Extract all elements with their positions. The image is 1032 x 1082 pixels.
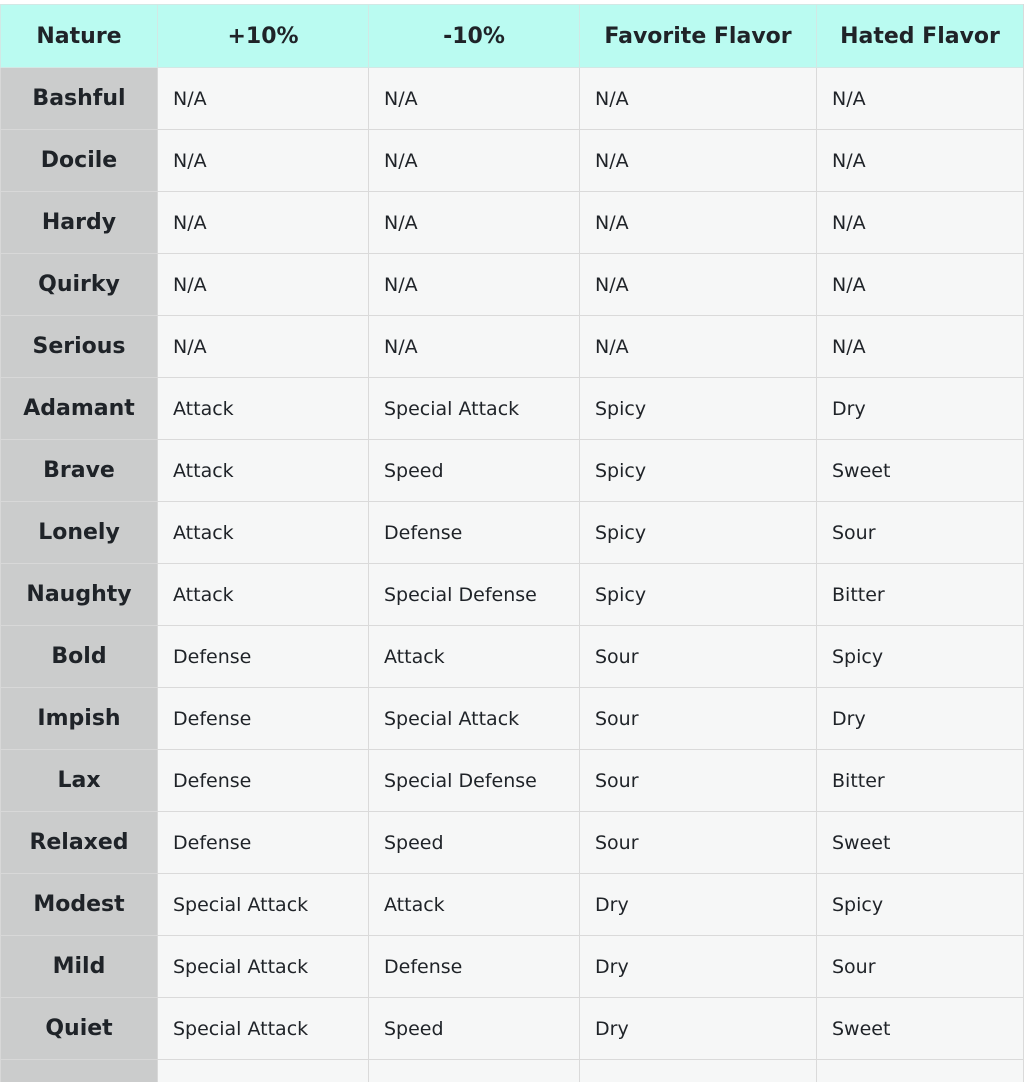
row-nature-cell: Quiet: [1, 998, 158, 1060]
plus-10-cell: Special Attack: [158, 998, 369, 1060]
plus-10-cell: [158, 1060, 369, 1082]
minus-10-cell: N/A: [369, 68, 580, 130]
hated-flavor-cell: N/A: [817, 130, 1024, 192]
table-row: [1, 750, 1024, 812]
hated-flavor-cell: Sweet: [817, 998, 1024, 1060]
table-row: [1, 1060, 1024, 1082]
minus-10-cell: Special Defense: [369, 750, 580, 812]
favorite-flavor-cell: Dry: [580, 998, 817, 1060]
column-header-plus-10: +10%: [158, 5, 369, 68]
favorite-flavor-cell: N/A: [580, 316, 817, 378]
table-row: [1, 130, 1024, 192]
row-nature-cell: Relaxed: [1, 812, 158, 874]
table-header: [1, 5, 1024, 68]
minus-10-cell: Special Defense: [369, 564, 580, 626]
minus-10-cell: Attack: [369, 874, 580, 936]
minus-10-cell: Defense: [369, 502, 580, 564]
row-nature-cell: Mild: [1, 936, 158, 998]
favorite-flavor-cell: Sour: [580, 750, 817, 812]
hated-flavor-cell: N/A: [817, 68, 1024, 130]
plus-10-cell: N/A: [158, 192, 369, 254]
column-header-favorite-flavor: Favorite Flavor: [580, 5, 817, 68]
minus-10-cell: N/A: [369, 316, 580, 378]
row-nature-cell: Naughty: [1, 564, 158, 626]
favorite-flavor-cell: Sour: [580, 626, 817, 688]
favorite-flavor-cell: Spicy: [580, 440, 817, 502]
plus-10-cell: Defense: [158, 812, 369, 874]
minus-10-cell: Defense: [369, 936, 580, 998]
plus-10-cell: N/A: [158, 254, 369, 316]
hated-flavor-cell: N/A: [817, 254, 1024, 316]
hated-flavor-cell: Sour: [817, 502, 1024, 564]
row-nature-cell: Bashful: [1, 68, 158, 130]
favorite-flavor-cell: Dry: [580, 936, 817, 998]
favorite-flavor-cell: N/A: [580, 192, 817, 254]
minus-10-cell: Special Attack: [369, 688, 580, 750]
plus-10-cell: Special Attack: [158, 936, 369, 998]
row-nature-cell: Impish: [1, 688, 158, 750]
favorite-flavor-cell: Dry: [580, 874, 817, 936]
table-row: [1, 998, 1024, 1060]
plus-10-cell: Attack: [158, 502, 369, 564]
row-nature-cell: Modest: [1, 874, 158, 936]
row-nature-cell: Brave: [1, 440, 158, 502]
hated-flavor-cell: Dry: [817, 688, 1024, 750]
table-row: [1, 688, 1024, 750]
minus-10-cell: Speed: [369, 812, 580, 874]
minus-10-cell: Speed: [369, 998, 580, 1060]
favorite-flavor-cell: N/A: [580, 254, 817, 316]
hated-flavor-cell: Bitter: [817, 564, 1024, 626]
table-row: [1, 254, 1024, 316]
minus-10-cell: [369, 1060, 580, 1082]
row-nature-cell: Lonely: [1, 502, 158, 564]
hated-flavor-cell: Sweet: [817, 440, 1024, 502]
table-row: [1, 68, 1024, 130]
table-row: [1, 192, 1024, 254]
row-nature-cell: Quirky: [1, 254, 158, 316]
table-row: [1, 440, 1024, 502]
row-nature-cell: Serious: [1, 316, 158, 378]
favorite-flavor-cell: N/A: [580, 68, 817, 130]
column-header-hated-flavor: Hated Flavor: [817, 5, 1024, 68]
plus-10-cell: N/A: [158, 68, 369, 130]
column-header-nature: Nature: [1, 5, 158, 68]
table-row: [1, 936, 1024, 998]
row-nature-cell: Docile: [1, 130, 158, 192]
plus-10-cell: N/A: [158, 316, 369, 378]
hated-flavor-cell: N/A: [817, 192, 1024, 254]
minus-10-cell: Special Attack: [369, 378, 580, 440]
table-row: [1, 874, 1024, 936]
favorite-flavor-cell: Sour: [580, 812, 817, 874]
hated-flavor-cell: N/A: [817, 316, 1024, 378]
row-nature-cell: Adamant: [1, 378, 158, 440]
plus-10-cell: Defense: [158, 626, 369, 688]
favorite-flavor-cell: Sour: [580, 688, 817, 750]
hated-flavor-cell: Sour: [817, 936, 1024, 998]
table-row: [1, 502, 1024, 564]
table-row: [1, 316, 1024, 378]
table-row: [1, 626, 1024, 688]
minus-10-cell: N/A: [369, 254, 580, 316]
plus-10-cell: Attack: [158, 564, 369, 626]
plus-10-cell: Special Attack: [158, 874, 369, 936]
hated-flavor-cell: Spicy: [817, 626, 1024, 688]
header-row: [1, 5, 1024, 68]
table-row: [1, 564, 1024, 626]
minus-10-cell: N/A: [369, 130, 580, 192]
hated-flavor-cell: [817, 1060, 1024, 1082]
minus-10-cell: N/A: [369, 192, 580, 254]
plus-10-cell: Attack: [158, 440, 369, 502]
row-nature-cell: Bold: [1, 626, 158, 688]
favorite-flavor-cell: Spicy: [580, 564, 817, 626]
plus-10-cell: Attack: [158, 378, 369, 440]
favorite-flavor-cell: Spicy: [580, 502, 817, 564]
row-nature-cell: Lax: [1, 750, 158, 812]
table-row: [1, 812, 1024, 874]
hated-flavor-cell: Bitter: [817, 750, 1024, 812]
plus-10-cell: N/A: [158, 130, 369, 192]
hated-flavor-cell: Spicy: [817, 874, 1024, 936]
natures-table-container: [0, 4, 1024, 1082]
hated-flavor-cell: Dry: [817, 378, 1024, 440]
favorite-flavor-cell: N/A: [580, 130, 817, 192]
minus-10-cell: Speed: [369, 440, 580, 502]
natures-table: [0, 4, 1024, 1082]
row-nature-cell: [1, 1060, 158, 1082]
table-body: [1, 68, 1024, 1082]
table-row: [1, 378, 1024, 440]
favorite-flavor-cell: Spicy: [580, 378, 817, 440]
plus-10-cell: Defense: [158, 688, 369, 750]
minus-10-cell: Attack: [369, 626, 580, 688]
favorite-flavor-cell: [580, 1060, 817, 1082]
row-nature-cell: Hardy: [1, 192, 158, 254]
column-header-minus-10: -10%: [369, 5, 580, 68]
hated-flavor-cell: Sweet: [817, 812, 1024, 874]
plus-10-cell: Defense: [158, 750, 369, 812]
